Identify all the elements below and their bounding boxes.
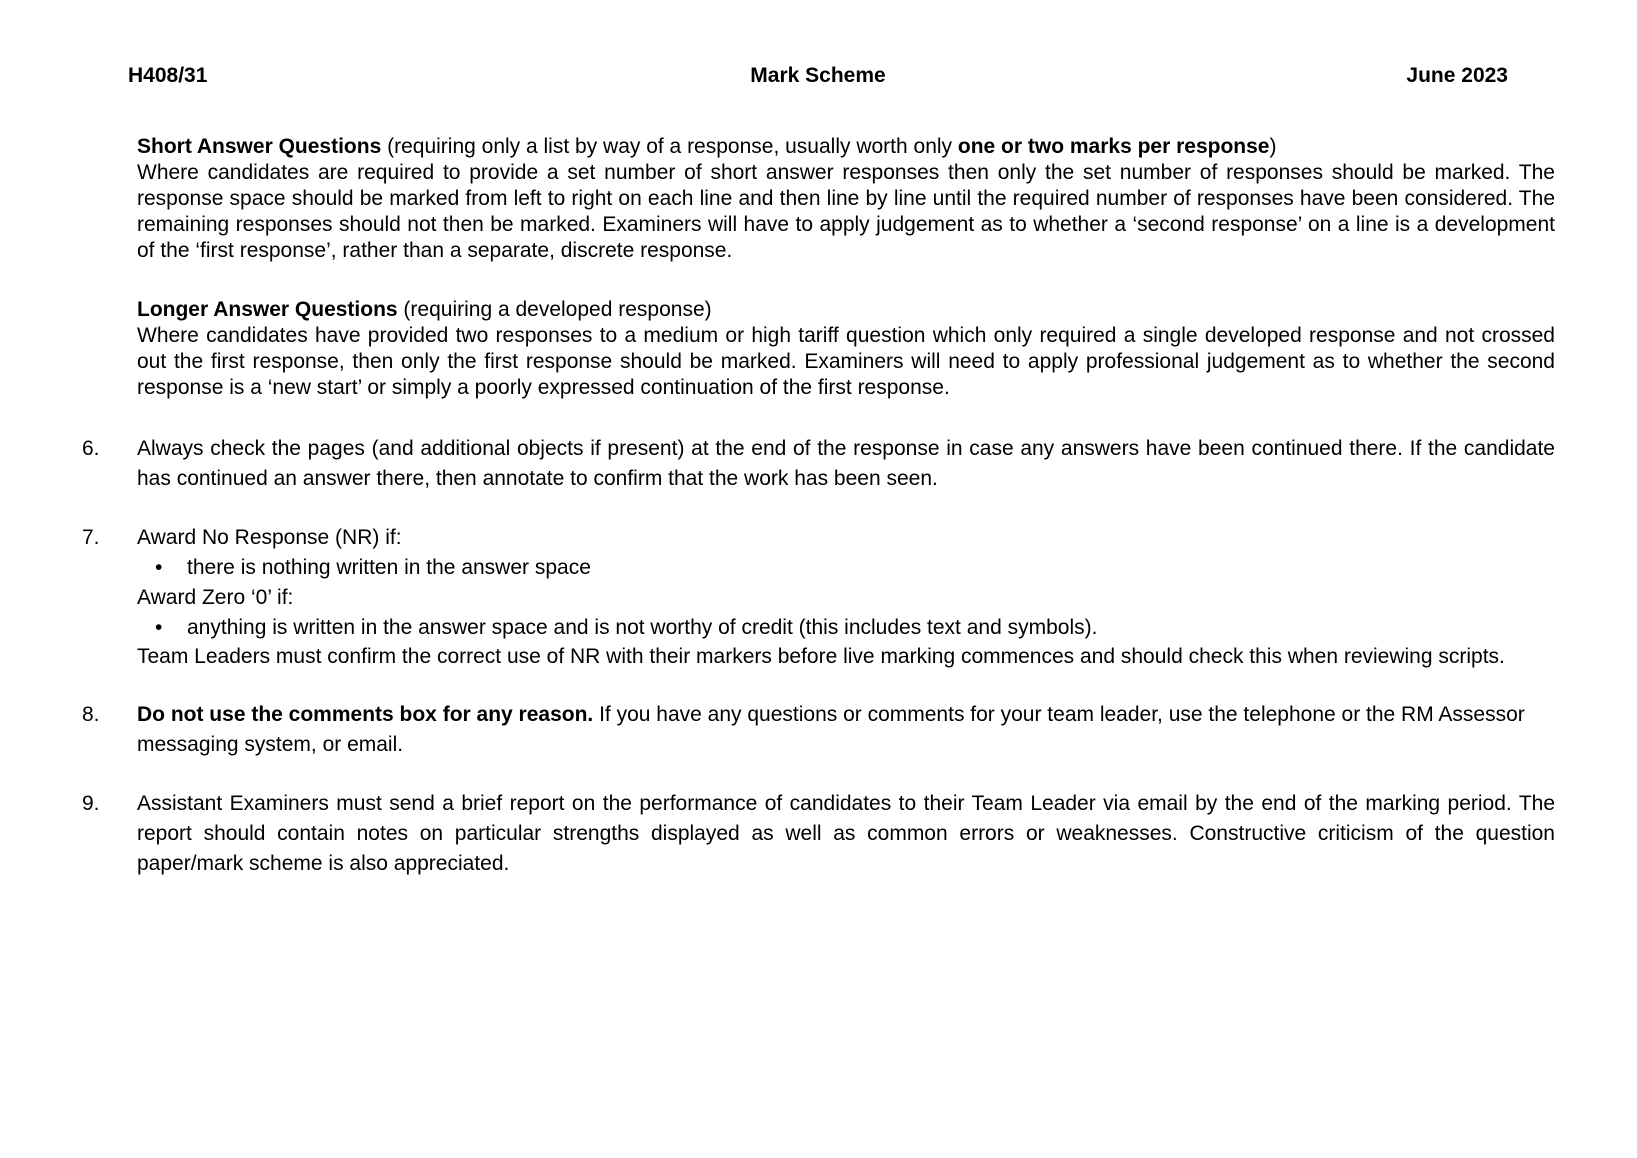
award-zero-heading: Award Zero ‘0’ if: [137, 586, 294, 609]
longer-answer-heading-bold: Longer Answer Questions [137, 298, 398, 321]
team-leaders-note: Team Leaders must confirm the correct use of NR with their markers before live marking commences and should check this when reviewing scripts. [137, 645, 1505, 668]
header-title: Mark Scheme [750, 64, 886, 87]
document-body [0, 88, 1637, 879]
item-9-text: Assistant Examiners must send a brief report on the performance of candidates to their Team Leader via email by the end of the marking period. The report should contain notes on particular strengths displayed as well as common errors or weaknesses. Constructive criticism of the question paper/mark scheme is also appreciated. [137, 792, 1555, 875]
short-answer-body: Where candidates are required to provide a set number of short answer responses then only the set number of responses should be marked. The response space should be marked from left to right on each line and then line by line until the required number of responses have been considered. The remaining responses should not then be marked. Examiners will have to apply judgement as to whether a ‘second response’ on a line is a development of the ‘first response’, rather than a separate, discrete response. [137, 161, 1555, 262]
section-short-answer [137, 134, 1555, 264]
page-header [0, 0, 1637, 88]
short-answer-heading-close: ) [1269, 135, 1277, 158]
award-nr-heading: Award No Response (NR) if: [137, 526, 402, 549]
bullet-icon: • [155, 616, 163, 639]
item-8-rest: If you have any questions or comments for your team leader, use the telephone or the RM Assessor messaging system, or email. [137, 703, 1525, 756]
item-8-text [137, 700, 1555, 760]
short-answer-heading-normal: (requiring only a list by way of a response, usually worth only [381, 135, 958, 158]
header-session: June 2023 [1406, 64, 1508, 87]
item-number: 7. [82, 526, 100, 549]
item-number: 8. [82, 703, 100, 726]
item-6-text: Always check the pages (and additional objects if present) at the end of the response in case any answers have been continued there. If the candidate has continued an answer there, then annotate to confirm that the work has been seen. [137, 437, 1555, 490]
short-answer-heading-bold: Short Answer Questions [137, 135, 382, 158]
section-longer-answer [137, 297, 1555, 401]
list-item-6 [82, 434, 1555, 494]
item-8-lead-bold: Do not use the comments box for any reason. [137, 703, 594, 726]
zero-bullet-text: anything is written in the answer space and is not worthy of credit (this includes text and symbols). [187, 616, 1098, 639]
list-item-8 [82, 700, 1555, 760]
item-number: 6. [82, 437, 100, 460]
short-answer-heading-bold2: one or two marks per response [957, 135, 1270, 158]
header-paper-code: H408/31 [128, 64, 208, 87]
longer-answer-body: Where candidates have provided two responses to a medium or high tariff question which only required a single developed response and not crossed out the first response, then only the first response should be marked. Examiners will need to apply professional judgement as to whether the second response is a ‘new start’ or simply a poorly expressed continuation of the first response. [137, 324, 1555, 399]
short-answer-heading [137, 134, 1555, 160]
nr-bullet-text: there is nothing written in the answer space [187, 556, 591, 579]
longer-answer-heading [137, 297, 1555, 323]
nr-bullet-row [137, 553, 1555, 583]
item-number: 9. [82, 792, 100, 815]
list-item-7 [82, 523, 1555, 671]
list-item-9 [82, 789, 1555, 879]
zero-bullet-row [137, 613, 1555, 643]
bullet-icon: • [155, 556, 163, 579]
longer-answer-heading-normal: (requiring a developed response) [397, 298, 712, 321]
